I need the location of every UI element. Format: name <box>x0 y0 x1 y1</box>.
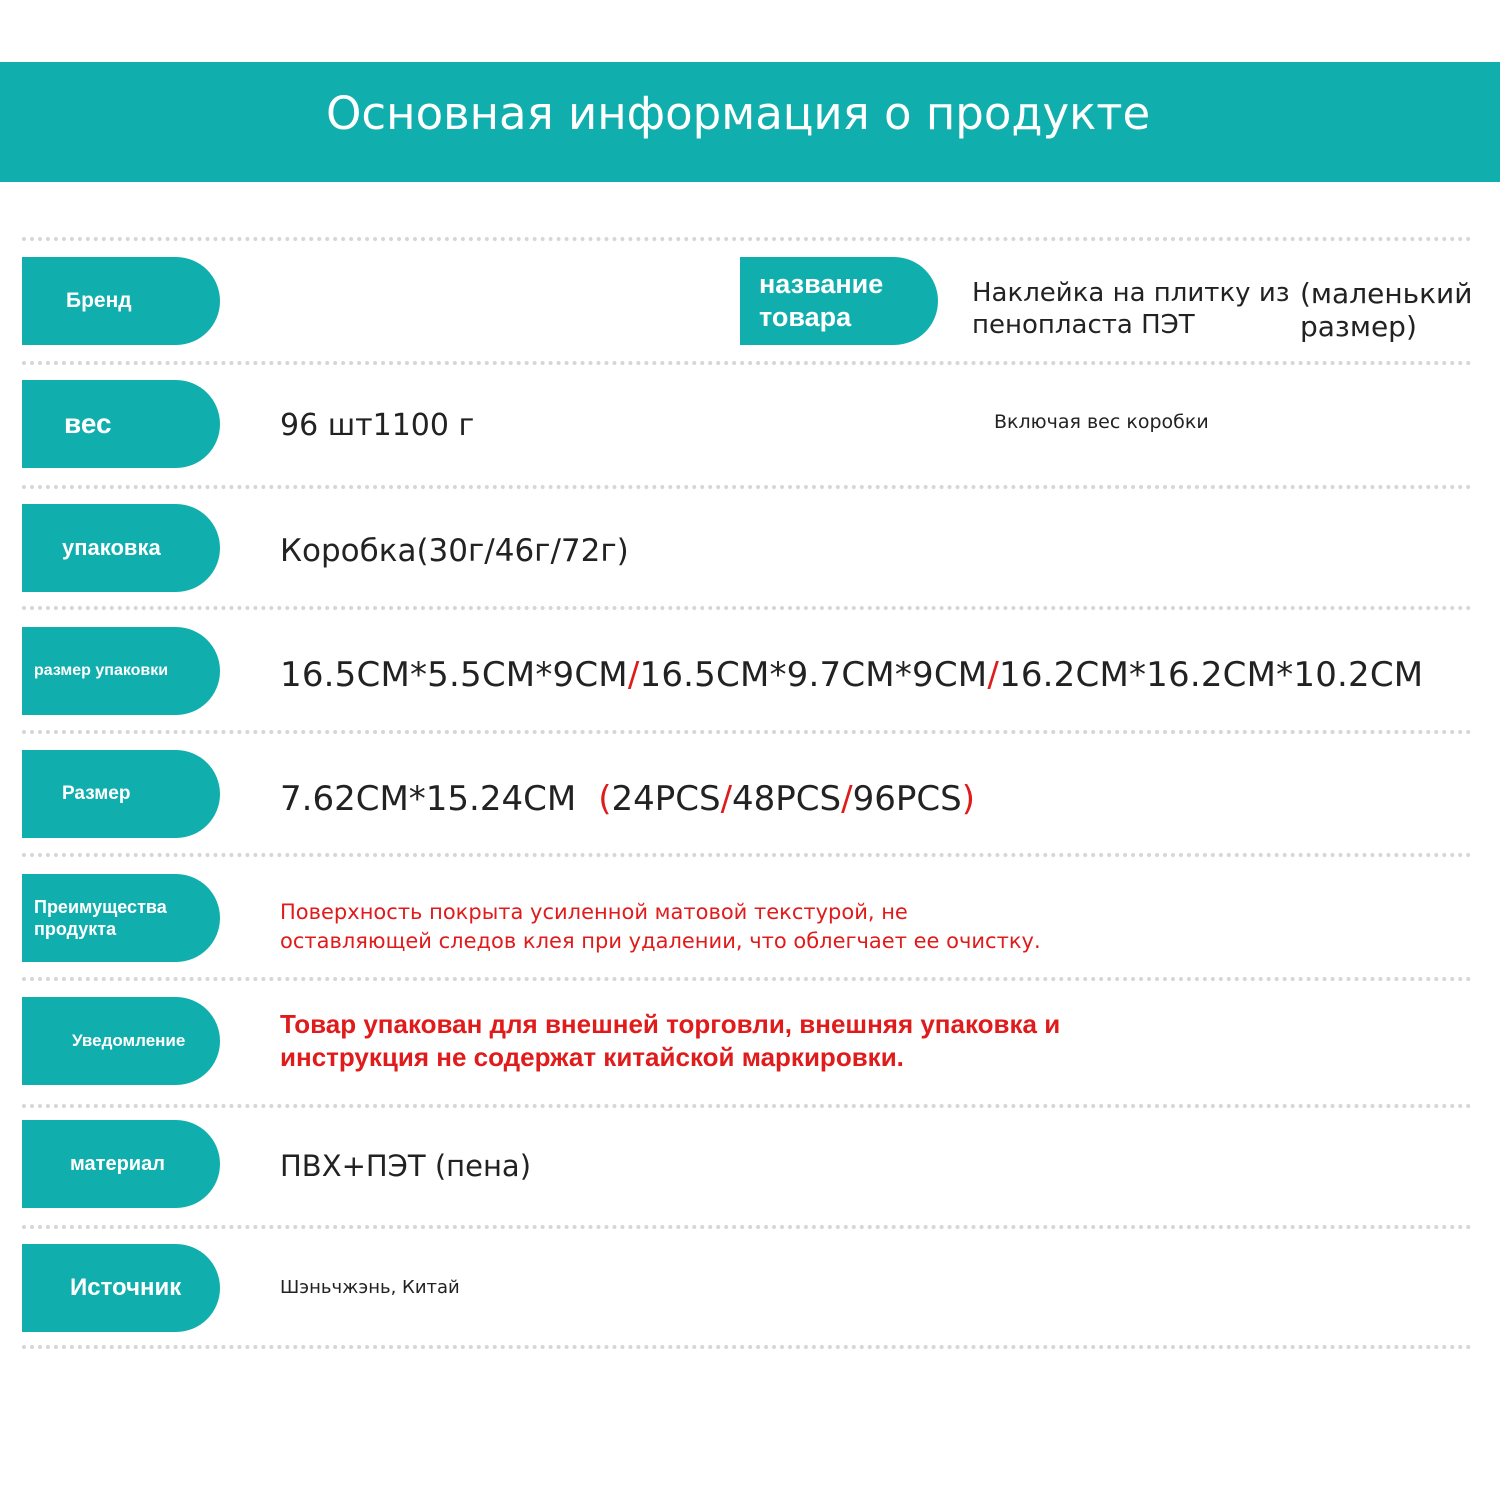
notice-value <box>280 1008 1060 1074</box>
divider <box>22 977 1472 981</box>
advantages-value <box>280 898 1041 956</box>
package-size-separator: / <box>987 655 999 695</box>
package-size-box-3: 16.2CM*16.2CM*10.2CM <box>999 655 1424 695</box>
package-size-box-1: 16.5CM*5.5CM*9CM <box>280 655 628 695</box>
packaging-value: Коробка(30г/46г/72г) <box>280 533 629 569</box>
weight-label-tab <box>22 380 220 468</box>
packaging-label-tab <box>22 504 220 592</box>
divider <box>22 1225 1472 1229</box>
product-name-label-tab <box>740 257 938 345</box>
brand-label-tab <box>22 257 220 345</box>
notice-value-line2: инструкция не содержат китайской маркировки. <box>280 1042 904 1072</box>
size-dimensions: 7.62CM*15.24CM <box>280 779 577 819</box>
product-name-value <box>972 277 1290 341</box>
size-paren-open: ( <box>598 779 612 819</box>
size-count-96: 96PCS <box>852 779 962 819</box>
size-separator: / <box>720 779 733 819</box>
packaging-label: упаковка <box>62 535 161 560</box>
divider <box>22 485 1472 489</box>
weight-label: вес <box>64 408 112 439</box>
package-size-value <box>280 655 1423 695</box>
package-size-box-2: 16.5CM*9.7CM*9CM <box>639 655 988 695</box>
divider <box>22 1104 1472 1108</box>
weight-note: Включая вес коробки <box>994 411 1209 433</box>
notice-value-line1: Товар упакован для внешней торговли, внешняя упаковка и <box>280 1009 1061 1039</box>
origin-value: Шэньчжэнь, Китай <box>280 1277 460 1298</box>
product-name-note <box>1300 277 1472 343</box>
product-name-note-line1: (маленький <box>1300 277 1473 310</box>
brand-label: Бренд <box>66 289 132 312</box>
advantages-value-line1: Поверхность покрыта усиленной матовой текстурой, не <box>280 900 908 924</box>
advantages-label-line2: продукта <box>34 919 117 939</box>
divider <box>22 853 1472 857</box>
package-size-label-tab <box>22 627 220 715</box>
size-label: Размер <box>62 783 131 804</box>
material-label-tab <box>22 1120 220 1208</box>
product-name-value-line1: Наклейка на плитку из <box>972 278 1290 308</box>
package-size-label: размер упаковки <box>34 662 169 679</box>
page-title: Основная информация о продукте <box>326 87 1151 140</box>
product-name-value-line2: пенопласта ПЭТ <box>972 310 1195 340</box>
divider <box>22 606 1472 610</box>
product-name-note-line2: размер) <box>1300 310 1417 343</box>
advantages-label-tab <box>22 874 220 962</box>
material-value: ПВХ+ПЭТ (пена) <box>280 1149 532 1183</box>
advantages-label-line1: Преимущества <box>34 897 167 917</box>
size-count-48: 48PCS <box>732 779 842 819</box>
weight-value: 96 шт1100 г <box>280 408 475 443</box>
advantages-value-line2: оставляющей следов клея при удалении, что облегчает ее очистку. <box>280 929 1041 953</box>
size-paren-close: ) <box>961 779 975 819</box>
divider <box>22 237 1472 241</box>
origin-label-tab <box>22 1244 220 1332</box>
package-size-separator: / <box>627 655 640 695</box>
header-banner <box>0 62 1500 182</box>
notice-label-tab <box>22 997 220 1085</box>
product-name-label-line2: товара <box>759 302 852 332</box>
size-separator: / <box>841 779 853 819</box>
notice-label: Уведомление <box>72 1031 186 1050</box>
size-label-tab <box>22 750 220 838</box>
product-name-label-line1: название <box>759 269 884 299</box>
divider <box>22 1345 1472 1349</box>
material-label: материал <box>70 1152 165 1175</box>
size-count-24: 24PCS <box>611 779 721 819</box>
divider <box>22 730 1472 734</box>
divider <box>22 361 1472 365</box>
origin-label: Источник <box>70 1274 182 1301</box>
size-value <box>280 779 975 819</box>
